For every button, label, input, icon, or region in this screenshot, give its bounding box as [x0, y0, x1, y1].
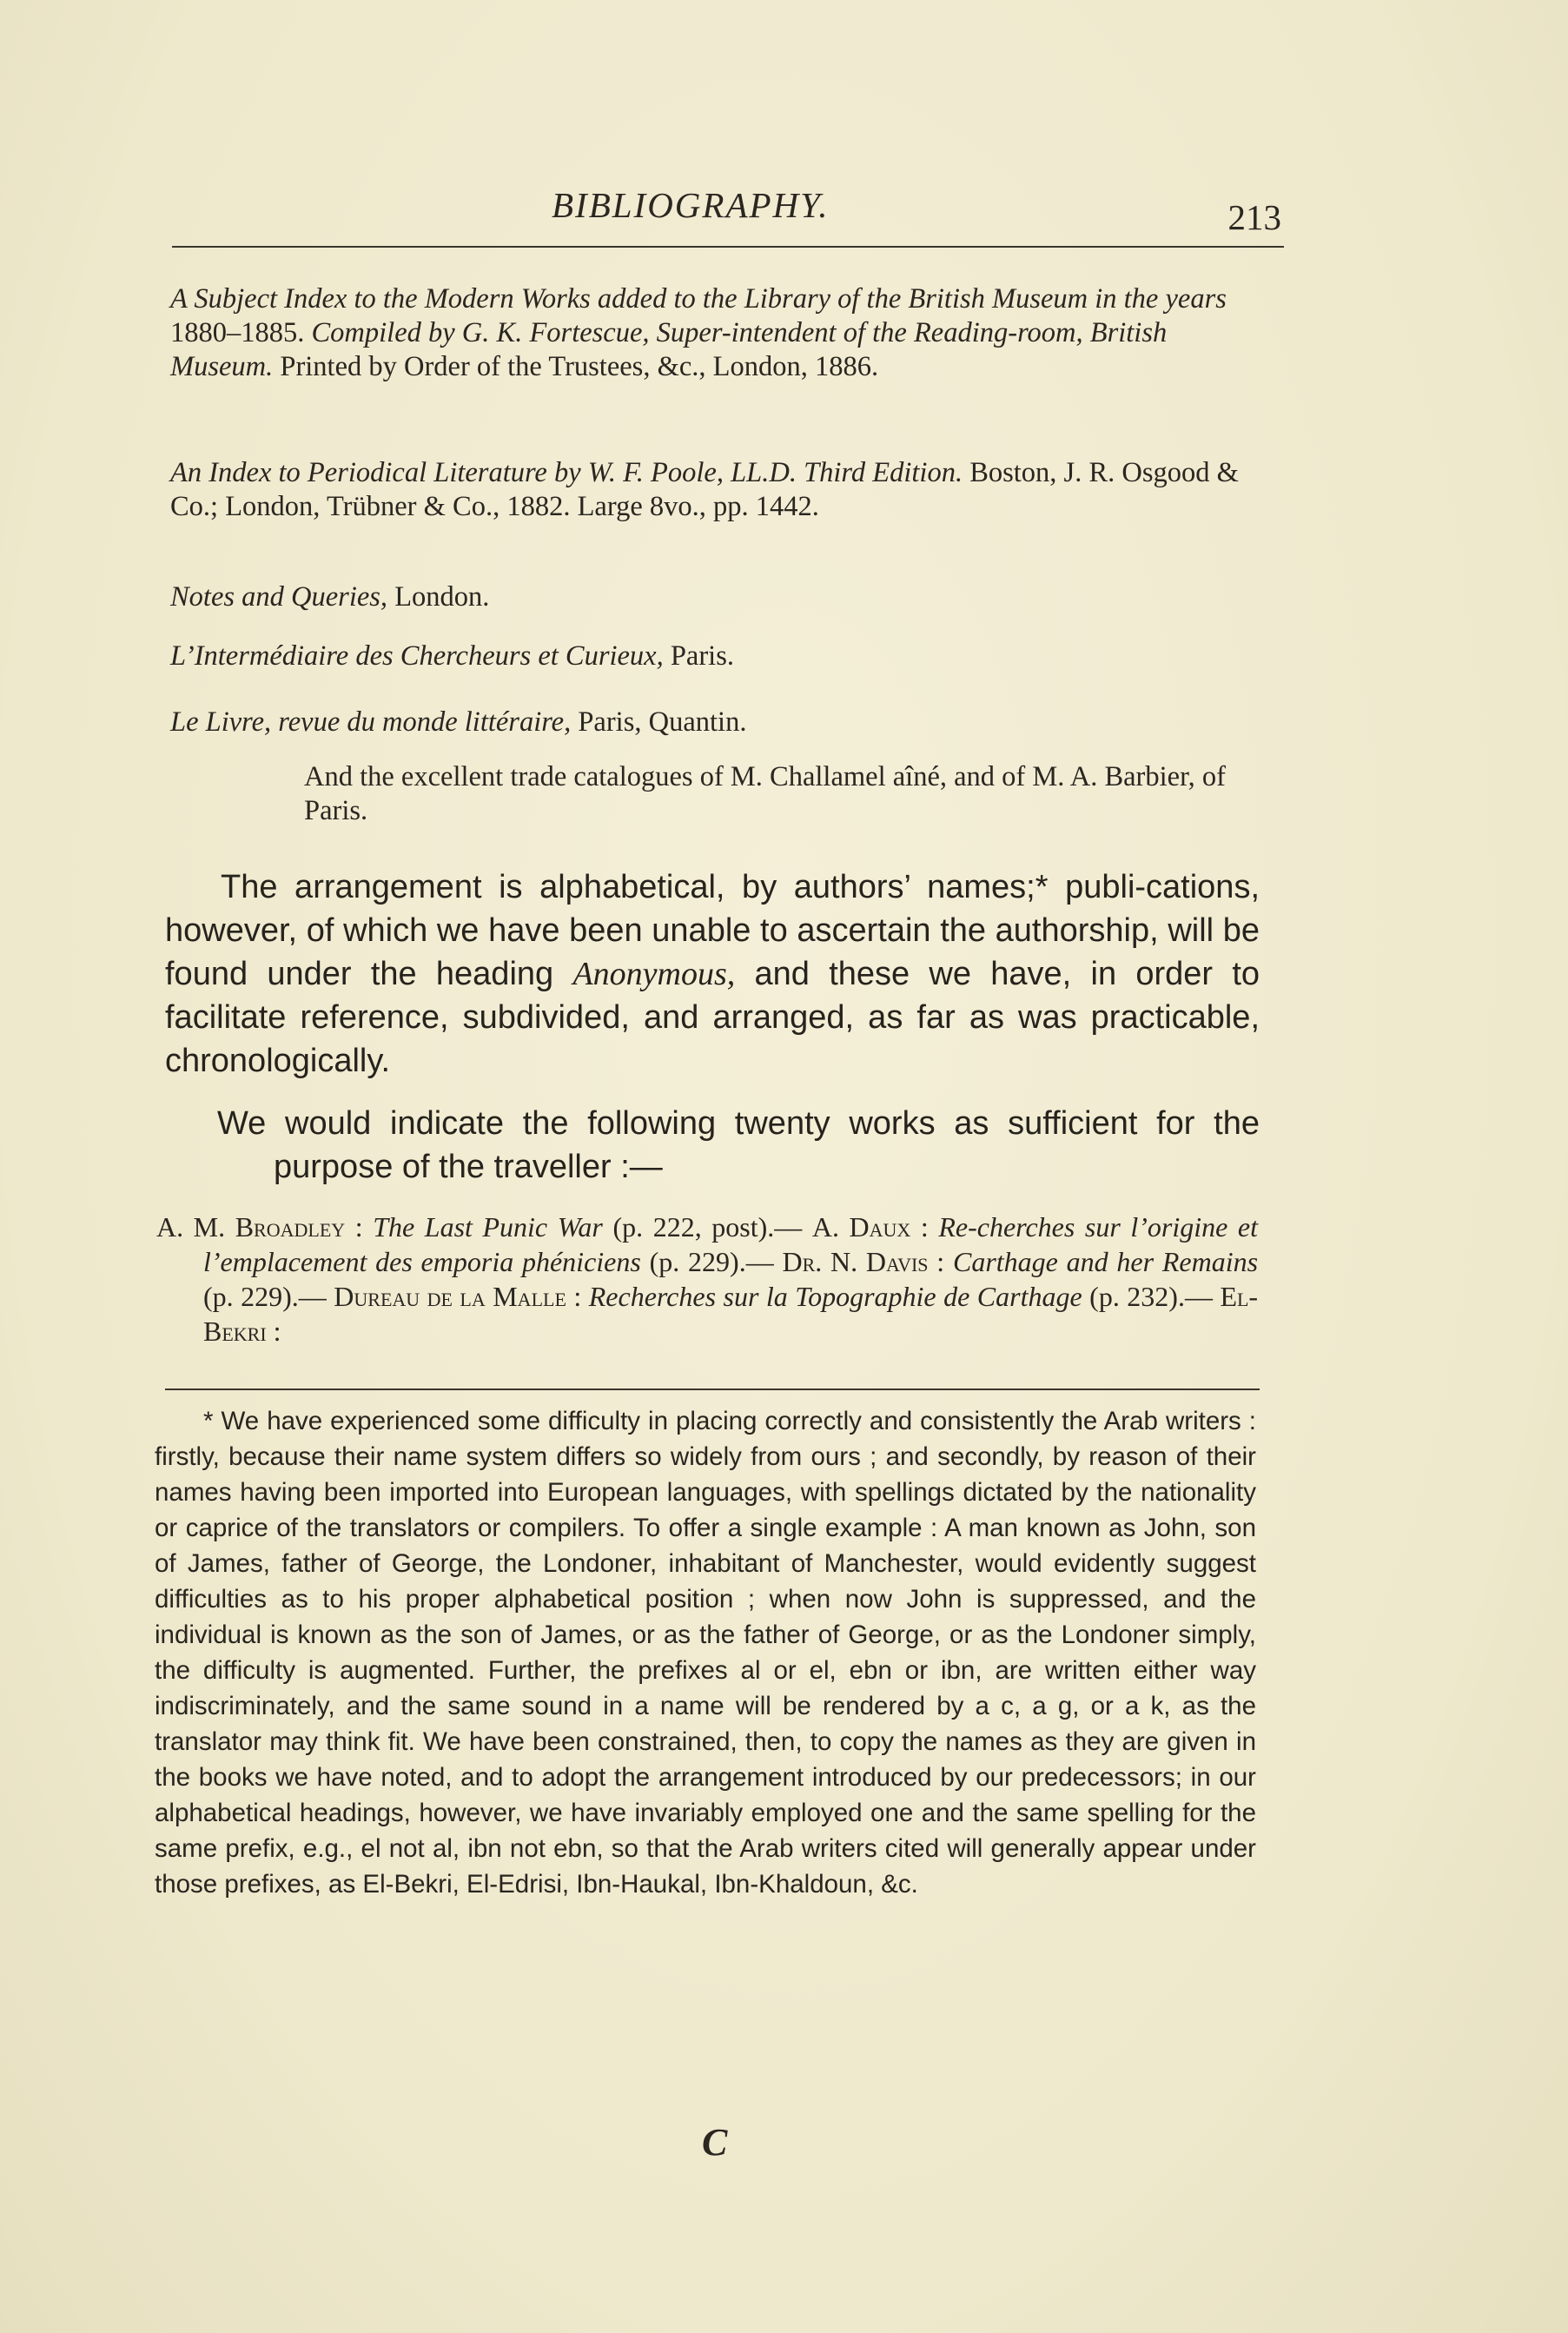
footnote [155, 1403, 1256, 1902]
entry-title: An Index to Periodical Literature by W. F. Poole, LL.D. Third Edition. [170, 457, 963, 488]
work-title: The Last Punic War [373, 1211, 603, 1243]
running-title: BIBLIOGRAPHY. [552, 185, 830, 225]
footnote-rule [165, 1389, 1260, 1390]
header-rule [172, 246, 1284, 248]
entry-title: Notes and Queries, [170, 581, 388, 613]
entry-imprint: Printed by Order of the Trustees, &c., London, 1886. [280, 351, 879, 382]
bib-entry-periodical-index [170, 456, 1267, 524]
bib-entry-notes-queries [170, 580, 1267, 614]
work-ref: (p. 229).— [203, 1281, 327, 1312]
page-number: 213 [1227, 197, 1281, 237]
work-ref: (p. 229).— [649, 1246, 774, 1277]
signature-mark: C [702, 2121, 728, 2164]
work-title: Carthage and her Remains [952, 1246, 1259, 1277]
entry-title: Le Livre, revue du monde littéraire, [170, 706, 572, 738]
work-author: El-Bekri : [203, 1281, 1259, 1347]
page-header [169, 184, 1281, 236]
work-author: Dureau de la Malle : [334, 1281, 582, 1312]
catalogues-note: And the excellent trade catalogues of M. Challamel aîné, and of M. A. Barbier, of Paris. [304, 761, 1226, 826]
anonymous-heading: Anonymous, [572, 956, 736, 992]
work-title: Re-cherches sur l’origine et l’emplacement des emporia phéniciens [203, 1211, 1259, 1277]
bib-entry-le-livre [170, 706, 1267, 739]
entry-imprint: Paris, Quantin. [578, 706, 747, 738]
twenty-works-paragraph [217, 1102, 1260, 1189]
work-author: A. M. Broadley : [156, 1211, 363, 1243]
entry-title: L’Intermédiaire des Chercheurs et Curieux, [170, 640, 664, 672]
entry-title: A Subject Index to the Modern Works added to the Library of the British Museum in the years [170, 283, 1227, 315]
entry-imprint: London. [394, 581, 490, 613]
work-author: Dr. N. Davis : [782, 1246, 945, 1277]
entry-compiler: Compiled by G. K. Fortescue, Super-intendent of the Reading-room, British Museum. [170, 317, 1168, 382]
entry-years: 1880–1885. [170, 317, 305, 348]
paragraph-text-before: The arrangement is alphabetical, by authors’ names;* publi-cations, however, of which we have been unable to ascertain the authorship, will be found under the heading [165, 869, 1260, 992]
entry-imprint: Paris. [670, 640, 734, 672]
works-list-text [156, 1210, 1258, 1349]
arrangement-paragraph [165, 865, 1260, 1083]
twenty-works-text: We would indicate the following twenty works as sufficient for the purpose of the traveller :— [217, 1105, 1260, 1185]
bib-entry-subject-index [170, 282, 1267, 384]
work-author: A. Daux : [811, 1211, 929, 1243]
footnote-text: * We have experienced some difficulty in placing correctly and consistently the Arab writers : firstly, because their name system differs so widely from ours ; and secondly, by reason of their names having been imported into European languages, with spellings dictated by the nationality or caprice of the translators or compilers. To offer a single example : A man known as John, son of James, father of George, the Londoner, inhabitant of Manchester, would evidently suggest difficulties as to his proper alphabetical position ; when now John is suppressed, and the individual is known as the son of James, or as the father of George, or as the Londoner simply, the difficulty is augmented. Further, the prefixes al or el, ebn or ibn, are written either way indiscriminately, and the same sound in a name will be rendered by a c, a g, or a k, as the translator may think fit. We have been constrained, then, to copy the names as they are given in the books we have noted, and to adopt the arrangement introduced by our predecessors; in our alphabetical headings, however, we have invariably employed one and the same spelling for the same prefix, e.g., el not al, ibn not ebn, so that the Arab writers cited will generally appear under those prefixes, as El-Bekri, El-Edrisi, Ibn-Haukal, Ibn-Khaldoun, &c. [155, 1407, 1256, 1899]
work-title: Recherches sur la Topographie de Carthage [588, 1281, 1082, 1312]
work-ref: (p. 232).— [1089, 1281, 1213, 1312]
entry-imprint: Boston, J. R. Osgood & Co.; London, Trübner & Co., 1882. Large 8vo., pp. 1442. [170, 457, 1239, 522]
work-ref: (p. 222, post).— [612, 1211, 803, 1243]
works-list [156, 1210, 1258, 1349]
paragraph-text-after: and these we have, in order to facilitate reference, subdivided, and arranged, as far as was practicable, chronologically. [165, 956, 1260, 1079]
bib-entry-intermediaire [170, 640, 1267, 673]
